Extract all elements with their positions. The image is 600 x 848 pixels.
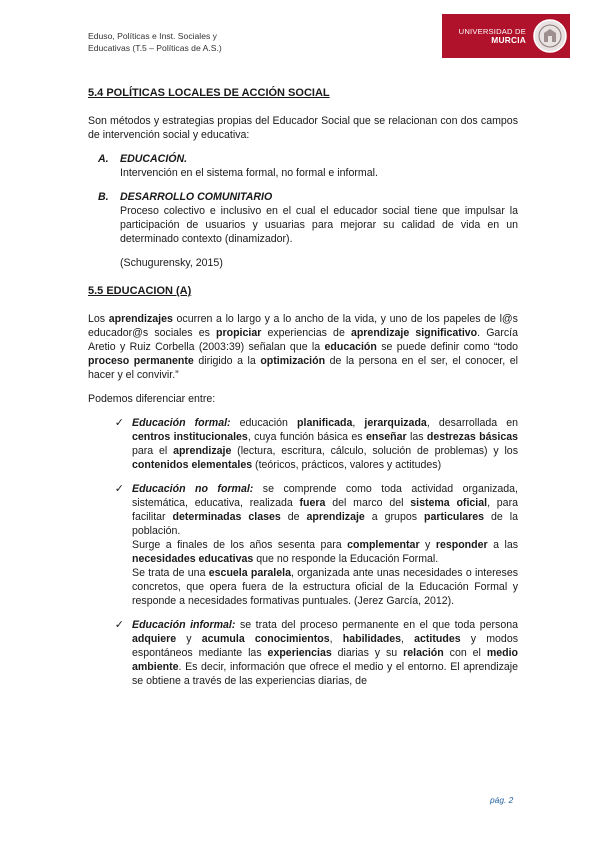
field-a-text: Intervención en el sistema formal, no formal e informal. [120,167,378,179]
checkmark-icon: ✓ [114,619,124,631]
checkmark-icon: ✓ [114,417,124,429]
university-seal-icon [532,18,568,54]
section-5-5-lead: Podemos diferenciar entre: [88,393,216,405]
page-number: pág. 2 [490,795,514,805]
field-a-title: EDUCACIÓN. [120,153,188,165]
item-text: educación planificada, jerarquizada, desarrollada en centros institucionales, cuya función básica es enseñar las destrezas básicas para el aprendizaje (lectura, escritura, cálculo, solución de problemas) y los contenidos elementales (teóricos, prácticos, valores y actitudes) [132,417,519,471]
emphasis-text: escuela paralela [208,567,291,579]
emphasis-text: destrezas básicas [426,431,518,443]
emphasis-text: sistema oficial [410,497,488,509]
header-line-1: Eduso, Políticas e Inst. Sociales y [88,31,217,41]
emphasis-text: acumula conocimientos [201,633,330,645]
field-a-letter: A. [98,153,109,165]
section-5-5-title: 5.5 EDUCACION (A) [88,285,192,297]
emphasis-text: necesidades educativas [132,553,254,565]
item-text: Se trata de una escuela paralela, organizada ante unas necesidades o intereses concretos, que opera fuera de la estructura oficial de la Educación Formal y responde a necesidades formativas puntuales. (Jerez García, 2012). [132,567,519,607]
item-term: Educación formal: [132,417,231,429]
emphasis-text: aprendizajes [108,313,173,325]
header-line-2: Educativas (T.5 – Políticas de A.S.) [88,43,222,53]
running-header [88,30,222,54]
item-text: Surge a finales de los años sesenta para complementar y responder a las necesidades educativas que no responde la Educación Formal. [132,539,519,565]
emphasis-text: responder [435,539,488,551]
emphasis-text: proceso permanente [88,355,194,367]
emphasis-text: propiciar [216,327,262,339]
item-educacion-informal [88,618,518,688]
item-text: se comprende como toda actividad organizada, sistemática, educativa, realizada fuera del marco del sistema oficial, para facilitar determinadas clases de aprendizaje a grupos particulares de la población. [132,483,519,537]
emphasis-text: contenidos elementales [132,459,253,471]
emphasis-text: optimización [260,355,326,367]
field-b-title: DESARROLLO COMUNITARIO [120,191,273,203]
logo-line-2: MURCIA [491,35,526,45]
emphasis-text: complementar [347,539,420,551]
emphasis-text: habilidades [342,633,402,645]
citation: (Schugurensky, 2015) [120,257,223,269]
logo-line-1: UNIVERSIDAD DE [458,27,526,36]
item-term: Educación no formal: [132,483,254,495]
section-5-4-title: 5.4 POLÍTICAS LOCALES DE ACCIÓN SOCIAL [88,87,330,99]
emphasis-text: aprendizaje [173,445,232,457]
emphasis-text: experiencias [267,647,332,659]
emphasis-text: fuera [299,497,326,509]
university-logo [442,14,570,58]
emphasis-text: jerarquizada [364,417,427,429]
field-b-letter: B. [98,191,109,203]
emphasis-text: enseñar [365,431,407,443]
emphasis-text: actitudes [414,633,461,645]
item-term: Educación informal: [132,619,236,631]
emphasis-text: planificada [297,417,353,429]
emphasis-text: educación [324,341,377,353]
emphasis-text: determinadas clases [172,511,281,523]
item-text: se trata del proceso permanente en el que toda persona adquiere y acumula conocimientos, habilidades, actitudes y modos espontáneos mediante las experiencias diarias y su relación con el medio ambiente. Es decir, información que ofrece el medio y el entorno. El aprendizaje se obtiene a través de las experiencias diarias, de [132,619,519,687]
page-content [88,86,518,698]
emphasis-text: medio ambiente [132,647,519,673]
field-b-text: Proceso colectivo e inclusivo en el cual el educador social tiene que impulsar la participación de usuarios y usuarias para mejorar su calidad de vida en un determinado contexto (dinamizador). [120,205,518,245]
field-a [88,152,518,180]
emphasis-text: adquiere [132,633,177,645]
emphasis-text: aprendizaje [306,511,365,523]
section-5-5-paragraph: Los aprendizajes ocurren a lo largo y a lo ancho de la vida, y uno de los papeles de l@s educador@s sociales es propiciar experiencias de aprendizaje significativo. García Aretio y Ruiz Corbella (2003:39) señalan que la educación se puede definir como “todo proceso permanente dirigido a la optimización de la persona en el ser, el conocer, el hacer y el convivir.” [88,313,518,381]
checkmark-icon: ✓ [114,483,124,495]
emphasis-text: centros institucionales [132,431,248,443]
field-b [88,190,518,246]
emphasis-text: particulares [424,511,485,523]
logo-text [442,27,530,45]
emphasis-text: relación [403,647,444,659]
emphasis-text: aprendizaje significativo [350,327,478,339]
section-5-4-intro: Son métodos y estrategias propias del Educador Social que se relacionan con dos campos de intervención social y educativa: [88,115,518,141]
item-educacion-no-formal [88,482,518,608]
item-educacion-formal [88,416,518,472]
